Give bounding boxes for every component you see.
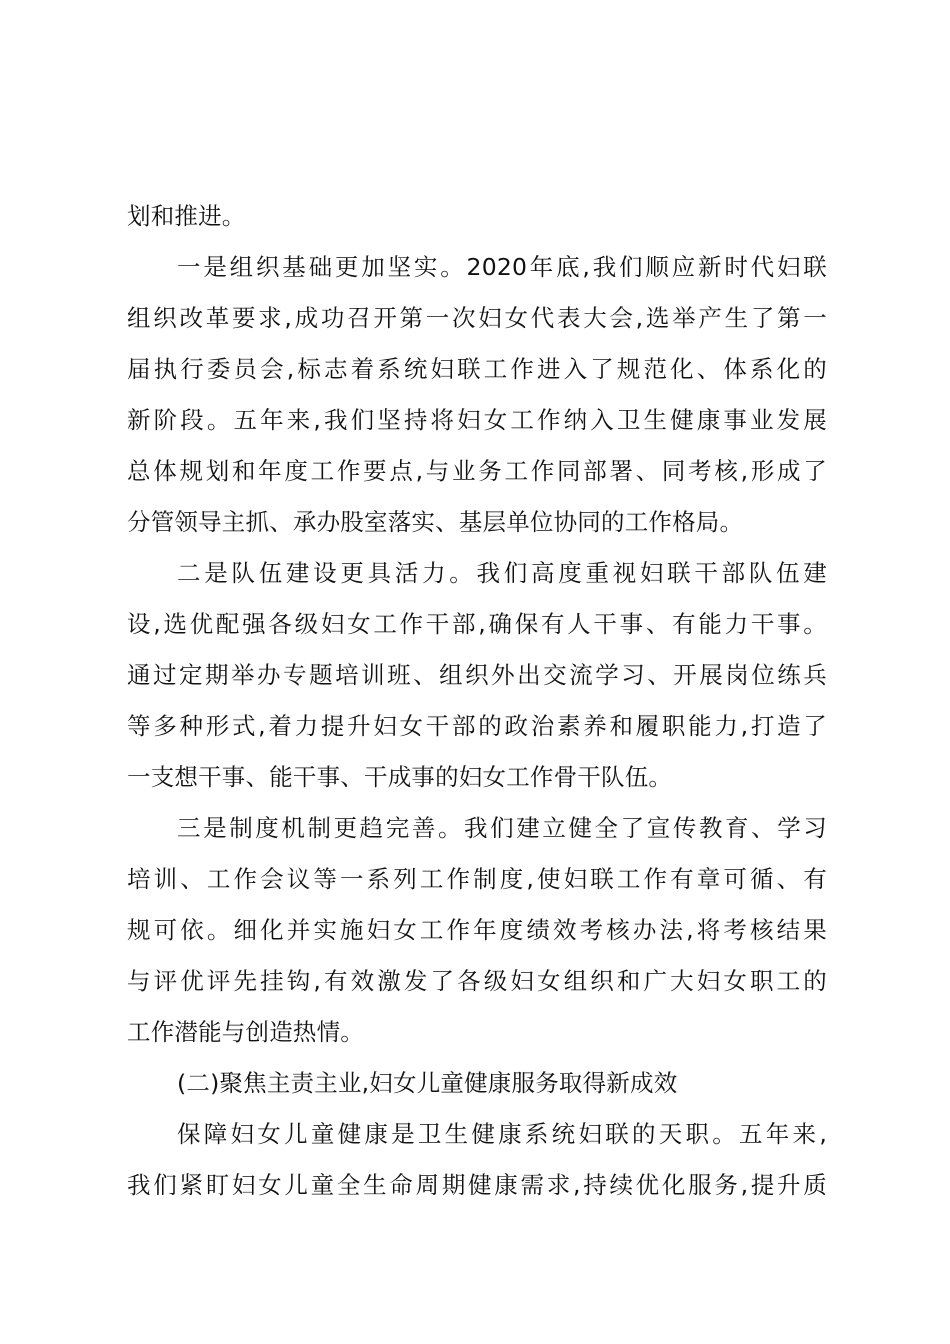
text-line: 与评优评先挂钩,有效激发了各级妇女组织和广大妇女职工的 [127, 967, 827, 995]
text-line: 我们紧盯妇女儿童全生命周期健康需求,持续优化服务,提升质 [127, 1171, 827, 1199]
text-line: 等多种形式,着力提升妇女干部的政治素养和履职能力,打造了 [127, 712, 827, 740]
text-line: 组织改革要求,成功召开第一次妇女代表大会,选举产生了第一 [127, 304, 827, 332]
text-line: 规可依。细化并实施妇女工作年度绩效考核办法,将考核结果 [127, 916, 827, 944]
text-line: 划和推进。 [127, 202, 246, 230]
paragraph-first-line: 保障妇女儿童健康是卫生健康系统妇联的天职。五年来, [177, 1120, 827, 1148]
text-line: 一支想干事、能干事、干成事的妇女工作骨干队伍。 [127, 763, 673, 791]
text-line: 分管领导主抓、承办股室落实、基层单位协同的工作格局。 [127, 508, 744, 536]
text-line: 届执行委员会,标志着系统妇联工作进入了规范化、体系化的 [127, 355, 827, 383]
text-line: 总体规划和年度工作要点,与业务工作同部署、同考核,形成了 [127, 457, 827, 485]
paragraph-first-line: 一是组织基础更加坚实。2020年底,我们顺应新时代妇联 [177, 253, 827, 281]
section-heading: (二)聚焦主责主业,妇女儿童健康服务取得新成效 [177, 1069, 678, 1097]
paragraph-first-line: 三是制度机制更趋完善。我们建立健全了宣传教育、学习 [177, 814, 827, 842]
text-line: 新阶段。五年来,我们坚持将妇女工作纳入卫生健康事业发展 [127, 406, 827, 434]
text-line: 培训、工作会议等一系列工作制度,使妇联工作有章可循、有 [127, 865, 827, 893]
paragraph-first-line: 二是队伍建设更具活力。我们高度重视妇联干部队伍建 [177, 559, 827, 587]
text-line: 设,选优配强各级妇女工作干部,确保有人干事、有能力干事。 [127, 610, 827, 638]
text-line: 工作潜能与创造热情。 [127, 1018, 364, 1046]
document-body [127, 191, 827, 1211]
text-line: 通过定期举办专题培训班、组织外出交流学习、开展岗位练兵 [127, 661, 827, 689]
